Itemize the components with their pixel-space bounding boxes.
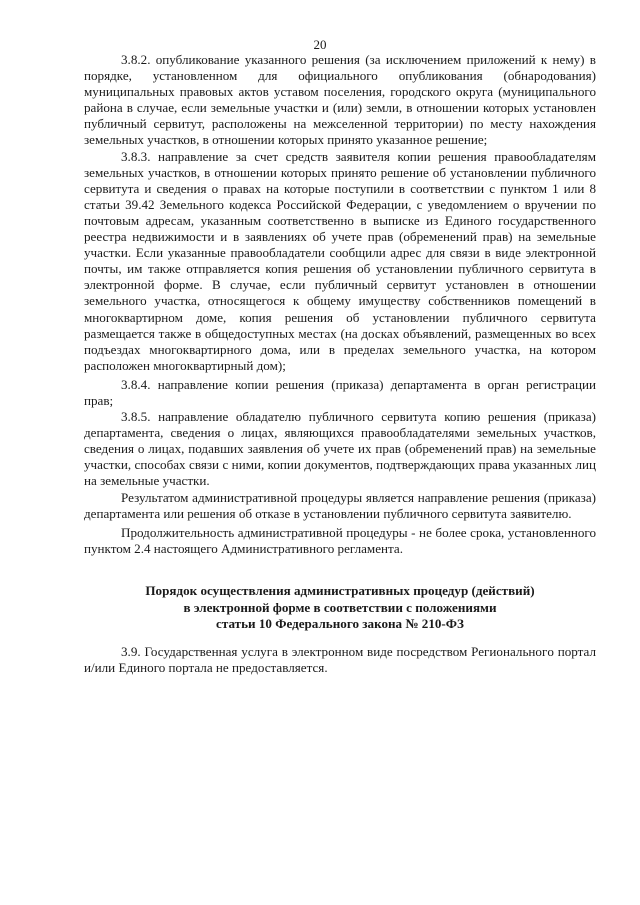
final-section [84, 644, 596, 676]
paragraph-3-8-3: 3.8.3. направление за счет средств заявителя копии решения правообладателям земельных участков, в отношении которых принято решение об установлении публичного сервитута и сведения о правах на которые поступили в соответствии с пунктом 1 или 8 статьи 39.42 Земельного кодекса Российской Федерации, с уведомлением о вручении по почтовым адресам, указанным соответственно в выписке из Единого государственного реестра недвижимости и в заявлениях об учете прав (обременений прав) на земельные участки. Если указанные правообладатели сообщили адрес для связи в виде электронной почты, им также отправляется копия решения об установлении публичного сервитута в электронной форме. В случае, если публичный сервитут установлен в отношении земельного участка, относящегося к общему имуществу собственников помещений в многоквартирном доме, копия решения об установлении публичного сервитута размещается также в общедоступных местах (на досках объявлений, размещенных во всех подъездах многоквартирного дома, или в пределах земельного участка, на котором расположен многоквартирный дом); [84, 148, 596, 373]
document-body [84, 52, 596, 557]
section-heading [84, 583, 596, 633]
paragraph-3-8-5: 3.8.5. направление обладателю публичного сервитута копию решения (приказа) департамента, сведения о лицах, являющихся правообладателями земельных участков, сведения о лицах, подавших заявления об учете их прав (обременений прав) на земельные участки, способах связи с ними, копии документов, подтверждающих права указанных лиц на земельные участки. [84, 409, 596, 489]
paragraph-3-9: 3.9. Государственная услуга в электронном виде посредством Региональногo портал и/или Единого портала не предоставляется. [84, 644, 596, 676]
page-number: 20 [313, 37, 327, 52]
paragraph-duration: Продолжительность административной процедуры - не более срока, установленного пунктом 2.4 настоящего Административного регламента. [84, 524, 596, 556]
paragraph-3-8-2: 3.8.2. опубликование указанного решения (за исключением приложений к нему) в порядке, установленном для официального опубликования (обнародования) муниципальных правовых актов уставом поселения, городского округа (муниципального района в случае, если земельные участки и (или) земли, в отношении которых установлен публичный сервитут, расположены на межселенной территории) по месту нахождения земельных участков, в отношении которых принято указанное решение; [84, 52, 596, 148]
heading-line-3: статьи 10 Федерального закона № 210-ФЗ [216, 616, 464, 631]
paragraph-3-8-4: 3.8.4. направление копии решения (приказа) департамента в орган регистрации прав; [84, 376, 596, 408]
heading-line-1: Порядок осуществления административных процедур (действий) [145, 583, 535, 598]
paragraph-result: Результатом административной процедуры является направление решения (приказа) департамента или решения об отказе в установлении публичного сервитута заявителю. [84, 489, 596, 521]
heading-line-2: в электронной форме в соответствии с положениями [183, 599, 497, 615]
